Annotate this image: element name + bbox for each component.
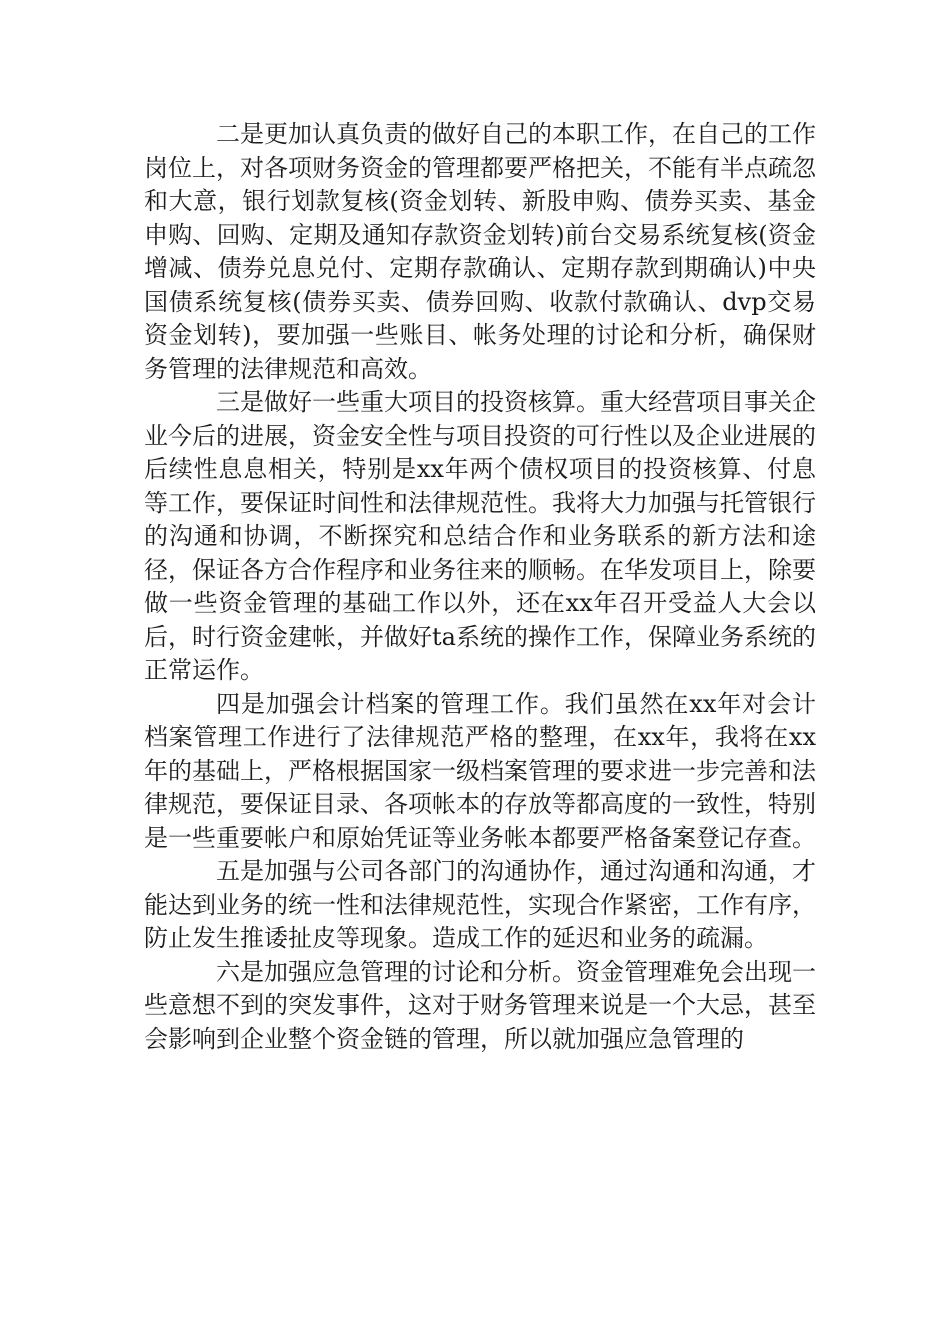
paragraph-5: 五是加强与公司各部门的沟通协作，通过沟通和沟通，才能达到业务的统一性和法律规范性，实现合作紧密，工作有序，防止发生推诿扯皮等现象。造成工作的延迟和业务的疏漏。 — [144, 857, 816, 952]
paragraph-6: 六是加强应急管理的讨论和分析。资金管理难免会出现一些意想不到的突发事件，这对于财务管理来说是一个大忌，甚至会影响到企业整个资金链的管理，所以就加强应急管理的 — [144, 957, 816, 1053]
paragraph-4: 四是加强会计档案的管理工作。我们虽然在xx年对会计档案管理工作进行了法律规范严格的整理，在xx年，我将在xx年的基础上，严格根据国家一级档案管理的要求进一步完善和法律规范，要保证目录、各项帐本的存放等都高度的一致性，特别是一些重要帐户和原始凭证等业务帐本都要严格备案登记存查。 — [144, 689, 816, 852]
paragraph-2: 二是更加认真负责的做好自己的本职工作，在自己的工作岗位上，对各项财务资金的管理都要严格把关，不能有半点疏忽和大意，银行划款复核(资金划转、新股申购、债券买卖、基金申购、回购、定期及通知存款资金划转)前台交易系统复核(资金增减、债券兑息兑付、定期存款确认、定期存款到期确认)中央国债系统复核(债券买卖、债券回购、收款付款确认、dvp交易资金划转)，要加强一些账目、帐务处理的讨论和分析，确保财务管理的法律规范和高效。 — [144, 120, 816, 383]
paragraph-3: 三是做好一些重大项目的投资核算。重大经营项目事关企业今后的进展，资金安全性与项目投资的可行性以及企业进展的后续性息息相关，特别是xx年两个债权项目的投资核算、付息等工作，要保证时间性和法律规范性。我将大力加强与托管银行的沟通和协调，不断探究和总结合作和业务联系的新方法和途径，保证各方合作程序和业务往来的顺畅。在华发项目上，除要做一些资金管理的基础工作以外，还在xx年召开受益人大会以后，时行资金建帐，并做好ta系统的操作工作，保障业务系统的正常运作。 — [144, 388, 816, 684]
document-body — [144, 118, 816, 1056]
